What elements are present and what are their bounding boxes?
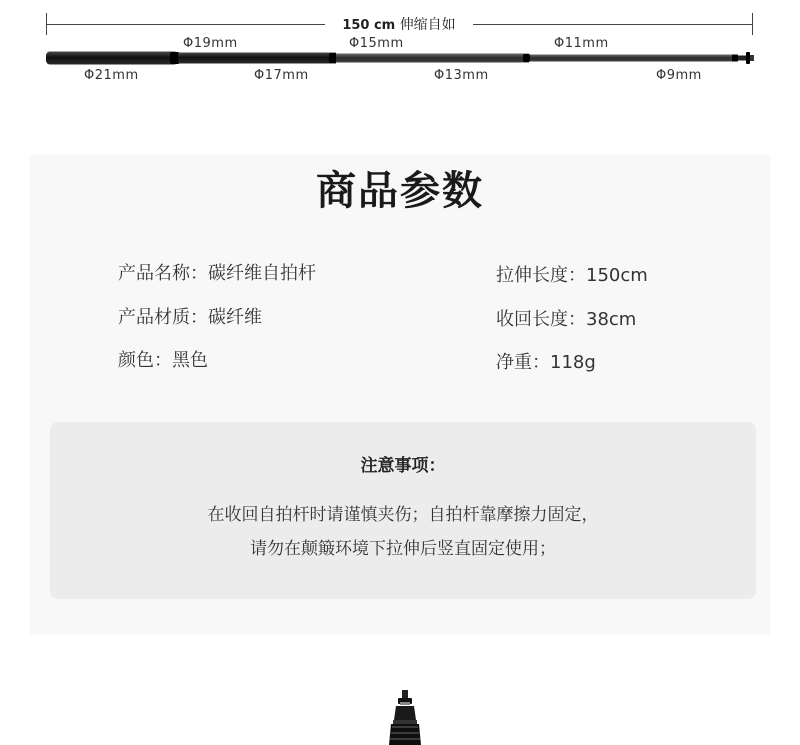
pole-diagram [0,0,800,100]
parameters-title: 商品参数 [316,168,484,214]
notice-box [50,422,756,599]
spec-label: 拉伸长度： [496,265,586,286]
diameter-label-13: Φ13mm [434,68,489,83]
spec-value: 118g [550,352,596,373]
diameter-label-9: Φ9mm [656,68,702,83]
selfie-stick-mount-image [385,690,425,745]
spec-label: 收回长度： [496,309,586,330]
spec-label: 产品名称： [118,263,208,284]
telescopic-pole-graphic [0,0,800,100]
spec-extended-length [496,264,648,288]
product-parameters-panel [30,155,770,635]
spec-label: 净重： [496,352,550,373]
notice-line-1: 在收回自拍杆时请谨慎夹伤；自拍杆靠摩擦力固定， [207,505,599,525]
spec-product-name [118,262,316,286]
total-length: 150 cm [342,18,396,33]
diameter-label-15: Φ15mm [349,36,404,51]
spec-color [118,349,208,373]
notice-title: 注意事项： [360,456,446,476]
spec-material [118,306,262,330]
diameter-label-21: Φ21mm [84,68,139,83]
diameter-label-17: Φ17mm [254,68,309,83]
spec-value: 碳纤维 [208,307,262,328]
diameter-label-19: Φ19mm [183,36,238,51]
spec-collapsed-length [496,308,636,332]
diameter-label-11: Φ11mm [554,36,609,51]
spec-value: 碳纤维自拍杆 [208,263,316,284]
spec-value: 黑色 [172,350,208,371]
spec-label: 产品材质： [118,307,208,328]
spec-value: 38cm [586,309,637,330]
spec-net-weight [496,351,596,375]
spec-value: 150cm [586,265,648,286]
spec-label: 颜色： [118,350,172,371]
total-length-desc: 伸缩自如 [399,17,456,33]
notice-line-2: 请勿在颠簸环境下拉伸后竖直固定使用； [250,539,556,559]
